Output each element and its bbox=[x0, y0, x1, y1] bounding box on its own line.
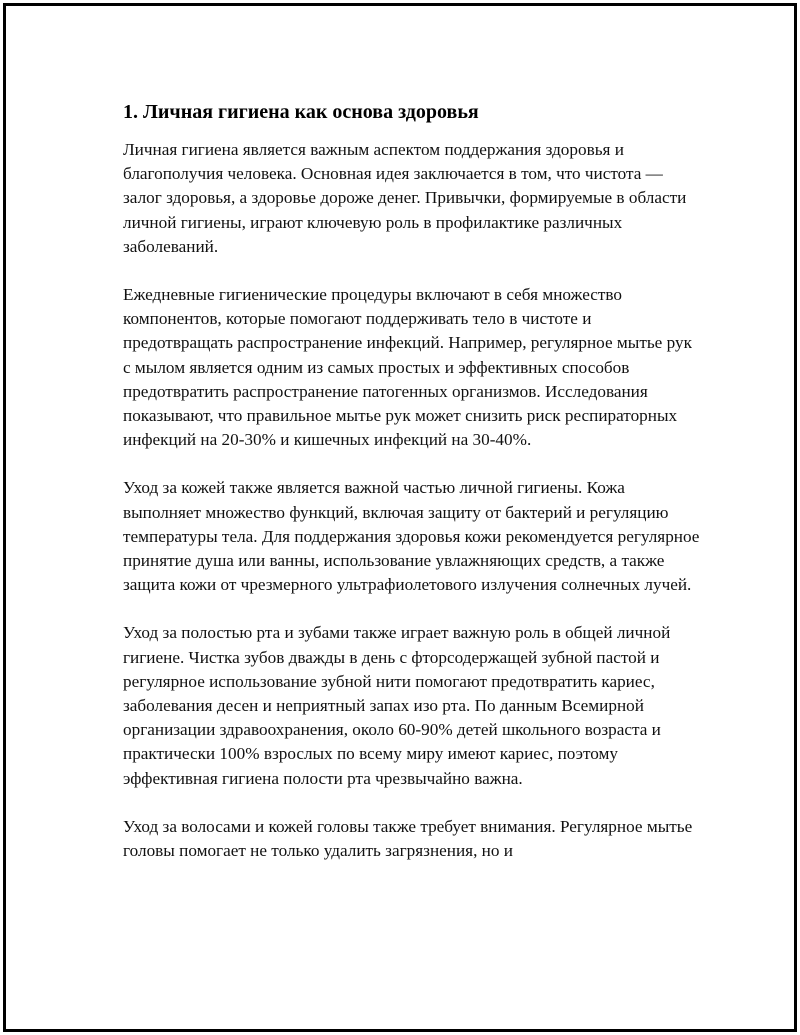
paragraph-oral-care: Уход за полостью рта и зубами также играет важную роль в общей личной гигиене. Чистка зубов дважды в день с фторсодержащей зубной пастой и регулярное использование зубной нити помогают предотвратить кариес, заболевания десен и неприятный запах изо рта. По данным Всемирной организации здравоохранения, около 60-90% детей школьного возраста и практически 100% взрослых по всему миру имеют кариес, поэтому эффективная гигиена полости рта чрезвычайно важна. bbox=[123, 623, 671, 788]
document-body bbox=[123, 98, 703, 887]
section-heading: 1. Личная гигиена как основа здоровья bbox=[123, 101, 479, 123]
paragraph-hair-care: Уход за волосами и кожей головы также требует внимания. Регулярное мытье головы помогает не только удалить загрязнения, но и bbox=[123, 816, 693, 861]
page-frame bbox=[3, 3, 797, 1032]
paragraph-skin-care: Уход за кожей также является важной частью личной гигиены. Кожа выполняет множество функций, включая защиту от бактерий и регуляцию температуры тела. Для поддержания здоровья кожи рекомендуется регулярное принятие душа или ванны, использование увлажняющих средств, а также защита кожи от чрезмерного ультрафиолетового излучения солнечных лучей. bbox=[123, 478, 700, 595]
paragraph-daily-procedures: Ежедневные гигиенические процедуры включают в себя множество компонентов, которые помогают поддерживать тело в чистоте и предотвращать распространение инфекций. Например, регулярное мытье рук с мылом является одним из самых простых и эффективных способов предотвратить распространение патогенных организмов. Исследования показывают, что правильное мытье рук может снизить риск респираторных инфекций на 20-30% и кишечных инфекций на 30-40%. bbox=[123, 285, 692, 450]
paragraph-intro: Личная гигиена является важным аспектом поддержания здоровья и благополучия человека. Основная идея заключается в том, что чистота — залог здоровья, а здоровье дороже денег. Привычки, формируемые в области личной гигиены, играют ключевую роль в профилактике различных заболеваний. bbox=[123, 140, 687, 256]
